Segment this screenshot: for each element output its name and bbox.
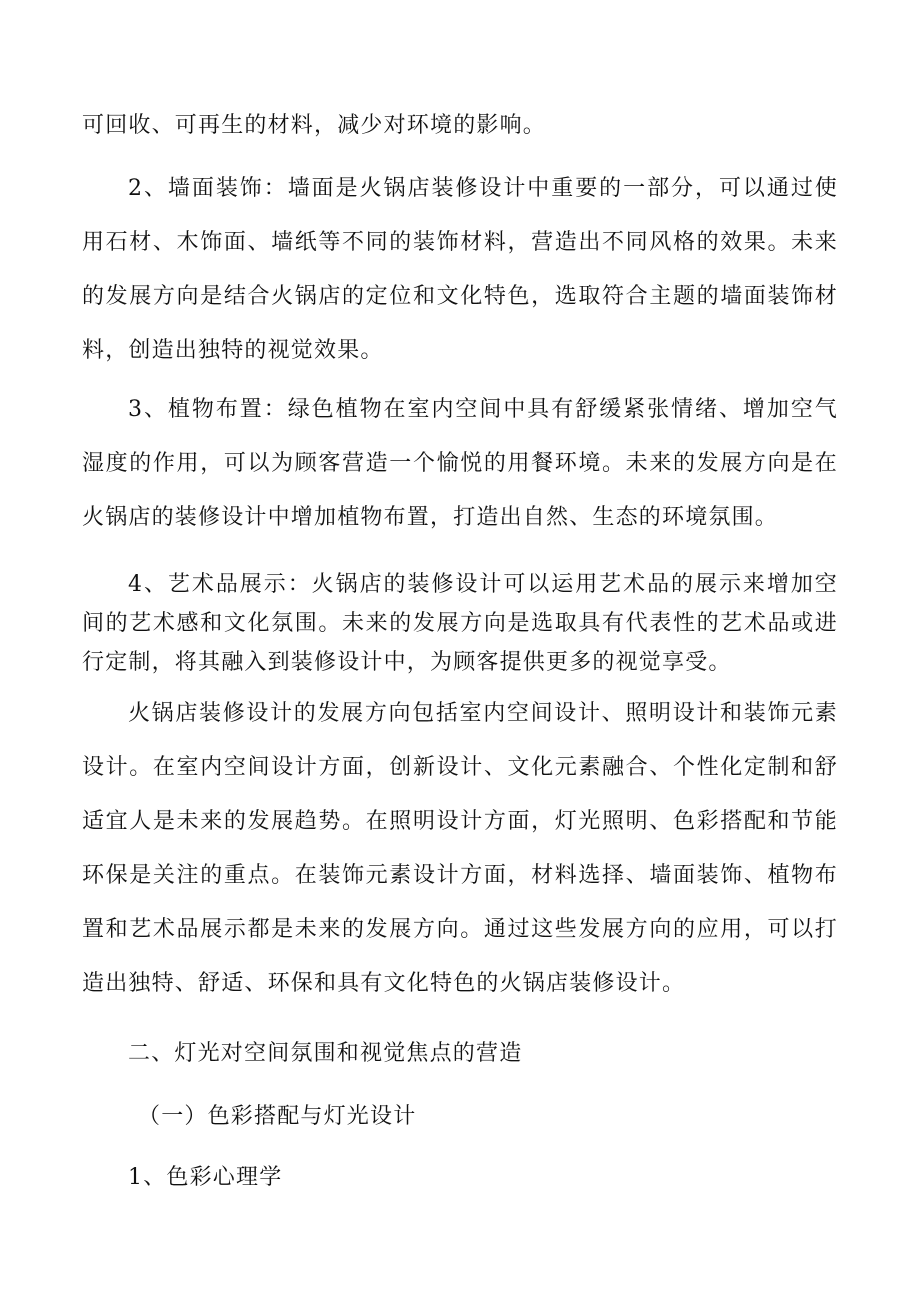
subsection-heading-color-lighting: （一）色彩搭配与灯光设计 xyxy=(138,1104,417,1129)
paragraph-art-display: 4、艺术品展示：火锅店的装修设计可以运用艺术品的展示来增加空间的艺术感和文化氛围。未来的发展方向是选取具有代表性的艺术品或进行定制，将其融入到装修设计中，为顾客提供更多的视觉享受。 xyxy=(82,572,838,675)
section-heading-lighting: 二、灯光对空间氛围和视觉焦点的营造 xyxy=(128,1041,523,1066)
paragraph-wall-decoration: 2、墙面装饰：墙面是火锅店装修设计中重要的一部分，可以通过使用石材、木饰面、墙纸等不同的装饰材料，营造出不同风格的效果。未来的发展方向是结合火锅店的定位和文化特色，选取符合主题的墙面装饰材料，创造出独特的视觉效果。 xyxy=(82,176,838,363)
paragraph-summary: 火锅店装修设计的发展方向包括室内空间设计、照明设计和装饰元素设计。在室内空间设计方面，创新设计、文化元素融合、个性化定制和舒适宜人是未来的发展趋势。在照明设计方面，灯光照明、色彩搭配和节能环保是关注的重点。在装饰元素设计方面，材料选择、墙面装饰、植物布置和艺术品展示都是未来的发展方向。通过这些发展方向的应用，可以打造出独特、舒适、环保和具有文化特色的火锅店装修设计。 xyxy=(82,701,838,996)
item-heading-color-psychology: 1、色彩心理学 xyxy=(128,1165,283,1190)
paragraph-materials-end: 可回收、可再生的材料，减少对环境的影响。 xyxy=(82,113,547,138)
paragraph-plant-layout: 3、植物布置：绿色植物在室内空间中具有舒缓紧张情绪、增加空气湿度的作用，可以为顾客营造一个愉悦的用餐环境。未来的发展方向是在火锅店的装修设计中增加植物布置，打造出自然、生态的环境氛围。 xyxy=(82,397,838,530)
